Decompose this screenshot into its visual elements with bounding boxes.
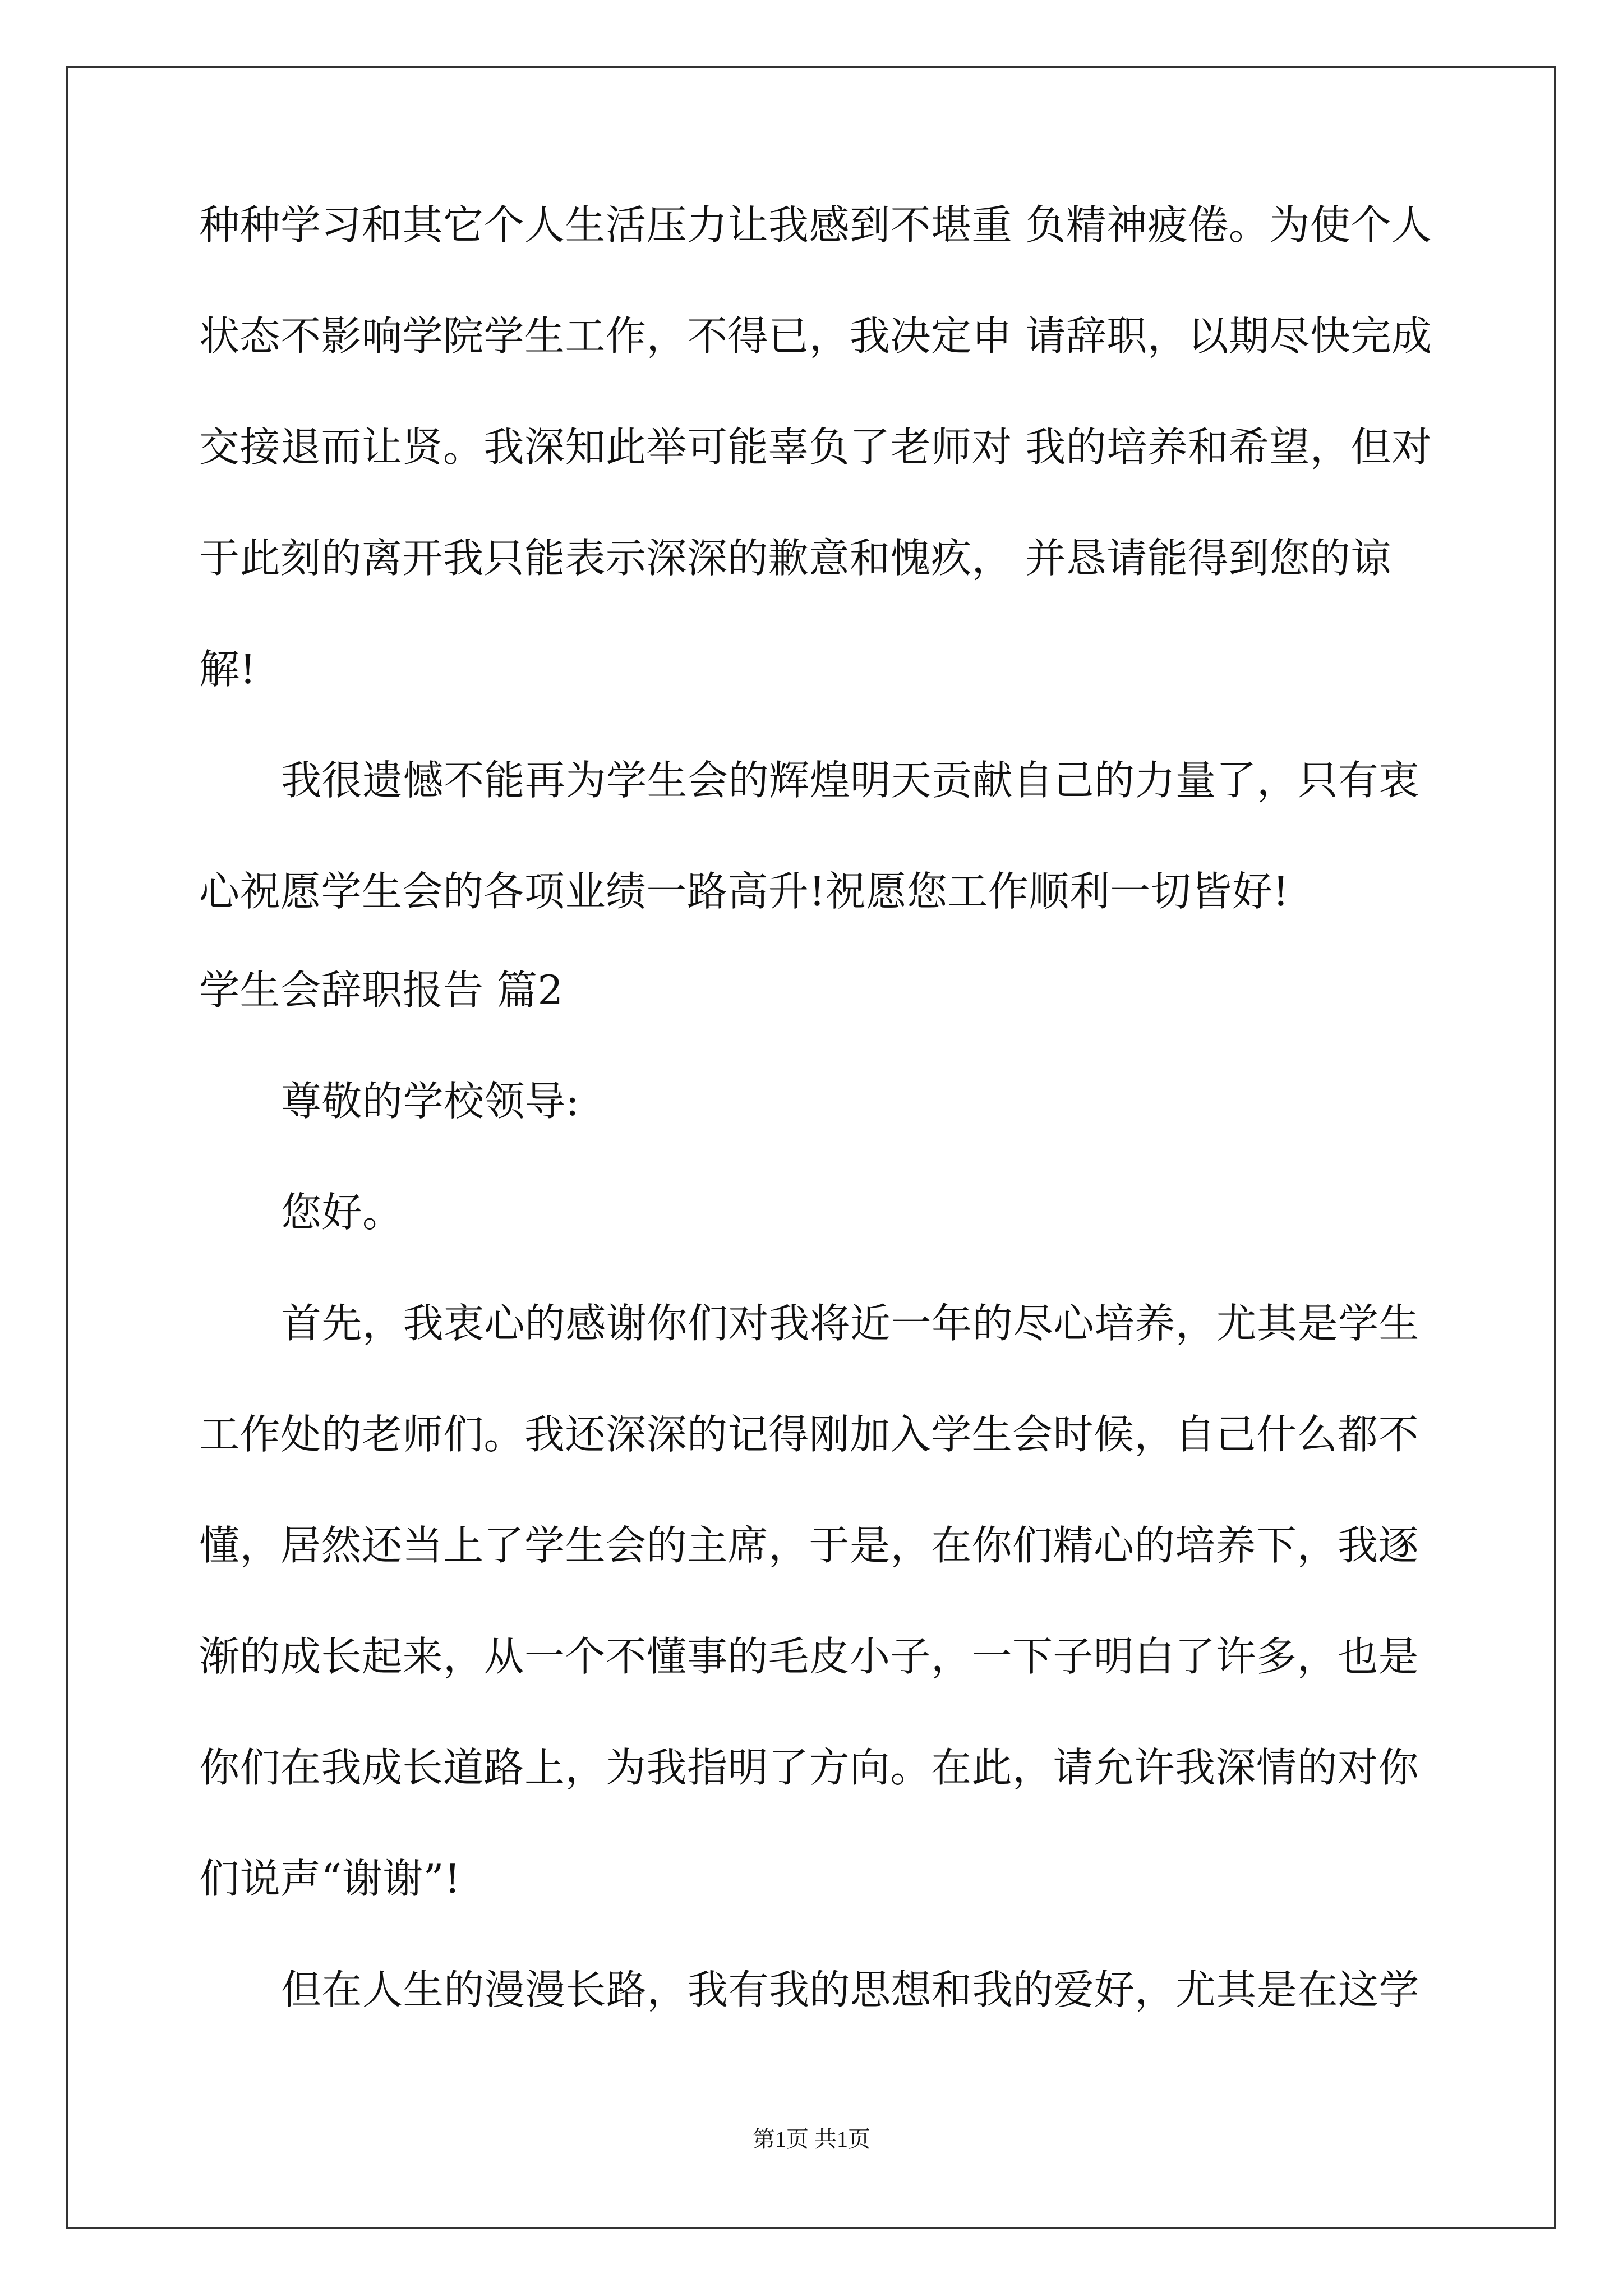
text-line: 解! xyxy=(199,646,256,693)
text-line: 状态不影响学院学生工作，不得已，我决定申 请辞职，以期尽快完成 xyxy=(199,312,1432,360)
text-line: 交接退而让贤。我深知此举可能辜负了老师对 我的培养和希望，但对 xyxy=(199,424,1432,471)
section-heading: 学生会辞职报告 篇2 xyxy=(199,967,564,1014)
text-line: 于此刻的离开我只能表示深深的歉意和愧疚， 并恳请能得到您的谅 xyxy=(199,535,1391,582)
paragraph-start: 但在人生的漫漫长路，我有我的思想和我的爱好，尤其是在这学 xyxy=(281,1966,1420,2013)
greeting: 您好。 xyxy=(281,1189,403,1236)
text-line: 懂，居然还当上了学生会的主席，于是，在你们精心的培养下，我逐 xyxy=(199,1522,1419,1569)
page-border xyxy=(66,66,1556,2229)
text-line: 你们在我成长道路上，为我指明了方向。在此，请允许我深情的对你 xyxy=(199,1744,1419,1791)
text-line: 种种学习和其它个人生活压力让我感到不堪重 负精神疲倦。为使个人 xyxy=(199,201,1432,249)
salutation: 尊敬的学校领导: xyxy=(281,1078,580,1125)
text-line: 渐的成长起来，从一个不懂事的毛皮小子，一下子明白了许多，也是 xyxy=(199,1633,1419,1680)
paragraph-start: 首先，我衷心的感谢你们对我将近一年的尽心培养，尤其是学生 xyxy=(281,1300,1420,1347)
text-line: 们说声“谢谢”! xyxy=(199,1855,461,1902)
text-line: 心祝愿学生会的各项业绩一路高升!祝愿您工作顺利一切皆好! xyxy=(199,868,1289,915)
page-footer: 第1页 共1页 xyxy=(753,2127,870,2152)
paragraph-start: 我很遗憾不能再为学生会的辉煌明天贡献自己的力量了，只有衷 xyxy=(281,757,1420,804)
text-line: 工作处的老师们。我还深深的记得刚加入学生会时候，自己什么都不 xyxy=(199,1411,1419,1458)
